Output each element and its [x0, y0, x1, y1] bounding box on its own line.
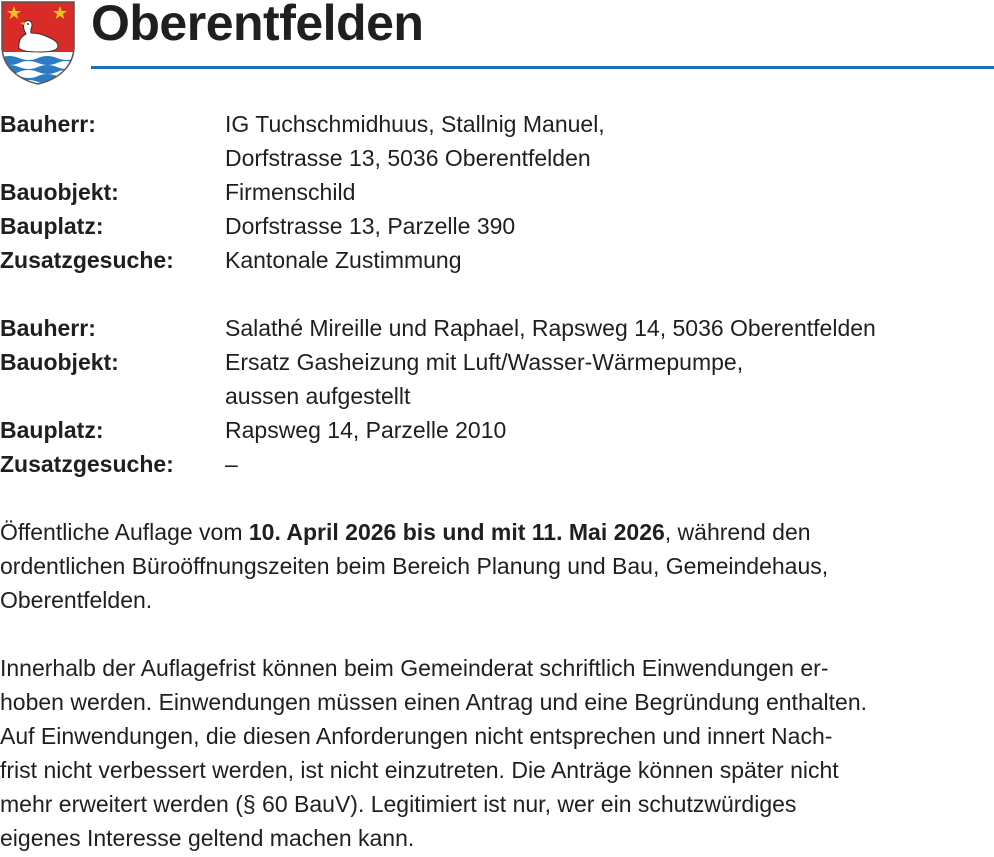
notice-date-range: 10. April 2026 bis und mit 11. Mai 2026 — [248, 519, 665, 545]
project-value — [225, 175, 994, 209]
builder-row — [0, 311, 994, 345]
objection-line: eigenes Interesse geltend machen kann. — [0, 825, 415, 851]
project-row — [0, 175, 994, 209]
additional-requests-value — [225, 243, 994, 277]
value-line: IG Tuchschmidhuus, Stallnig Manuel, — [225, 111, 605, 137]
oberentfelden-crest-icon — [0, 0, 76, 86]
builder-value — [225, 311, 994, 345]
notice-text: Oberentfelden. — [0, 587, 153, 613]
site-row — [0, 413, 994, 447]
project-label: Bauobjekt: — [0, 179, 119, 205]
objection-line: frist nicht verbessert werden, ist nicht einzutreten. Die Anträge können später nicht — [0, 757, 839, 783]
objection-line: Auf Einwendungen, die diesen Anforderungen nicht entsprechen und innert Nach- — [0, 723, 833, 749]
value-line: Ersatz Gasheizung mit Luft/Wasser-Wärmepumpe, — [225, 349, 744, 375]
value-line: Rapsweg 14, Parzelle 2010 — [225, 417, 507, 443]
objection-line: hoben werden. Einwendungen müssen einen Antrag und eine Begründung enthalten. — [0, 689, 868, 715]
public-display-notice — [0, 515, 994, 617]
builder-label: Bauherr: — [0, 315, 96, 341]
application-entry-1 — [0, 107, 994, 277]
value-line: Salathé Mireille und Raphael, Rapsweg 14, 5036 Oberentfelden — [225, 315, 876, 341]
document-body — [0, 107, 994, 855]
additional-requests-row — [0, 243, 994, 277]
project-value — [225, 345, 994, 413]
site-label: Bauplatz: — [0, 213, 104, 239]
site-value — [225, 209, 994, 243]
builder-label: Bauherr: — [0, 111, 96, 137]
value-line: aussen aufgestellt — [225, 383, 411, 409]
notice-text: Öffentliche Auflage vom — [0, 519, 249, 545]
site-value — [225, 413, 994, 447]
page-title: Oberentfelden — [91, 0, 424, 51]
value-line: Firmenschild — [225, 179, 356, 205]
notice-text: , während den — [664, 519, 811, 545]
project-label: Bauobjekt: — [0, 349, 119, 375]
notice-text: ordentlichen Büroöffnungszeiten beim Bereich Planung und Bau, Gemeindehaus, — [0, 553, 829, 579]
builder-value — [225, 107, 994, 175]
additional-requests-value — [225, 447, 994, 481]
value-line: Dorfstrasse 13, Parzelle 390 — [225, 213, 516, 239]
value-line: Dorfstrasse 13, 5036 Oberentfelden — [225, 145, 591, 171]
site-row — [0, 209, 994, 243]
objection-paragraph — [0, 651, 994, 855]
value-line: – — [225, 451, 238, 477]
site-label: Bauplatz: — [0, 417, 104, 443]
additional-requests-label: Zusatzgesuche: — [0, 247, 174, 273]
application-entry-2 — [0, 311, 994, 481]
builder-row — [0, 107, 994, 175]
additional-requests-row — [0, 447, 994, 481]
objection-line: mehr erweitert werden (§ 60 BauV). Legitimiert ist nur, wer ein schutzwürdiges — [0, 791, 797, 817]
project-row — [0, 345, 994, 413]
value-line: Kantonale Zustimmung — [225, 247, 462, 273]
title-underline — [91, 66, 994, 69]
objection-line: Innerhalb der Auflagefrist können beim Gemeinderat schriftlich Einwendungen er- — [0, 655, 829, 681]
additional-requests-label: Zusatzgesuche: — [0, 451, 174, 477]
